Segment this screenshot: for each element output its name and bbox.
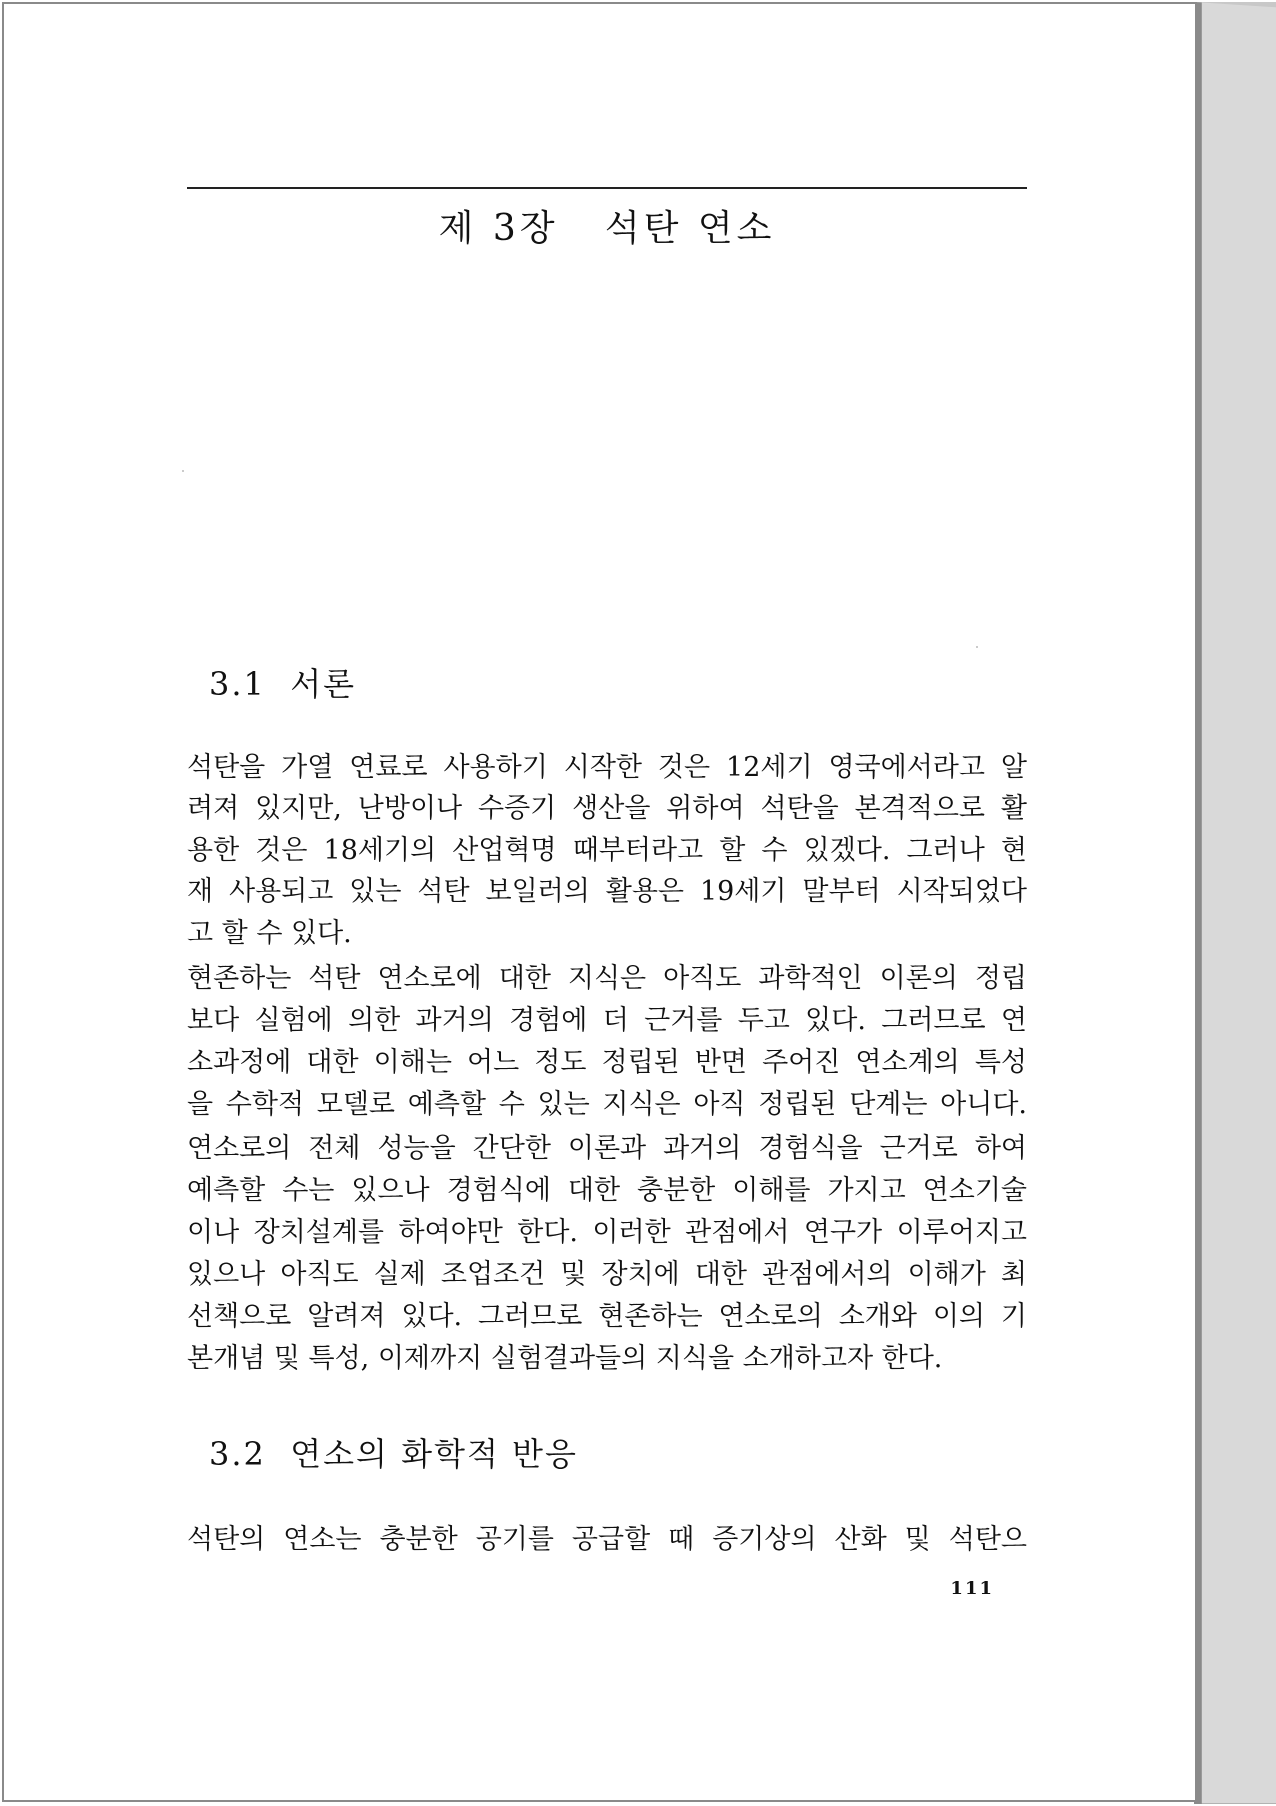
paragraph-line: 선책으로 알려져 있다. 그러므로 현존하는 연소로의 소개와 이의 기 [187,1301,1027,1332]
section-heading-intro: 3.1 서론 [209,665,357,703]
chapter-top-rule [187,187,1027,189]
paragraph-line: 재 사용되고 있는 석탄 보일러의 활용은 19세기 말부터 시작되었다 [187,876,1027,907]
paragraph-line: 석탄의 연소는 충분한 공기를 공급할 때 증기상의 산화 및 석탄으 [187,1524,1027,1555]
paragraph-line: 용한 것은 18세기의 산업혁명 때부터라고 할 수 있겠다. 그러나 현 [187,835,1027,866]
paragraph-line: 예측할 수는 있으나 경험식에 대한 충분한 이해를 가지고 연소기술 [187,1175,1027,1206]
document-page [2,2,1197,1802]
chapter-title: 제 3장 석탄 연소 [438,208,776,249]
paragraph-line: 려져 있지만, 난방이나 수증기 생산을 위하여 석탄을 본격적으로 활 [187,793,1027,824]
paragraph-line: 석탄을 가열 연료로 사용하기 시작한 것은 12세기 영국에서라고 알 [187,752,1027,783]
page-number: 111 [950,1578,994,1599]
section-heading-chemical-reaction: 3.2 연소의 화학적 반응 [209,1435,578,1473]
paragraph-line: 현존하는 석탄 연소로에 대한 지식은 아직도 과학적인 이론의 정립 [187,963,1027,994]
book-page-edge [1194,2,1276,1804]
scan-speck [182,470,184,472]
paragraph-line: 을 수학적 모델로 예측할 수 있는 지식은 아직 정립된 단계는 아니다. [187,1089,1027,1120]
paragraph-line: 연소로의 전체 성능을 간단한 이론과 과거의 경험식을 근거로 하여 [187,1133,1027,1164]
paragraph-line: 본개념 및 특성, 이제까지 실험결과들의 지식을 소개하고자 한다. [187,1343,943,1374]
paragraph-line: 소과정에 대한 이해는 어느 정도 정립된 반면 주어진 연소계의 특성 [187,1047,1027,1078]
paragraph-line: 고 할 수 있다. [187,918,352,949]
paragraph-line: 있으나 아직도 실제 조업조건 및 장치에 대한 관점에서의 이해가 최 [187,1259,1027,1290]
scan-speck [976,646,978,648]
paragraph-line: 보다 실험에 의한 과거의 경험에 더 근거를 두고 있다. 그러므로 연 [187,1005,1027,1036]
paragraph-line: 이나 장치설계를 하여야만 한다. 이러한 관점에서 연구가 이루어지고 [187,1217,1027,1248]
